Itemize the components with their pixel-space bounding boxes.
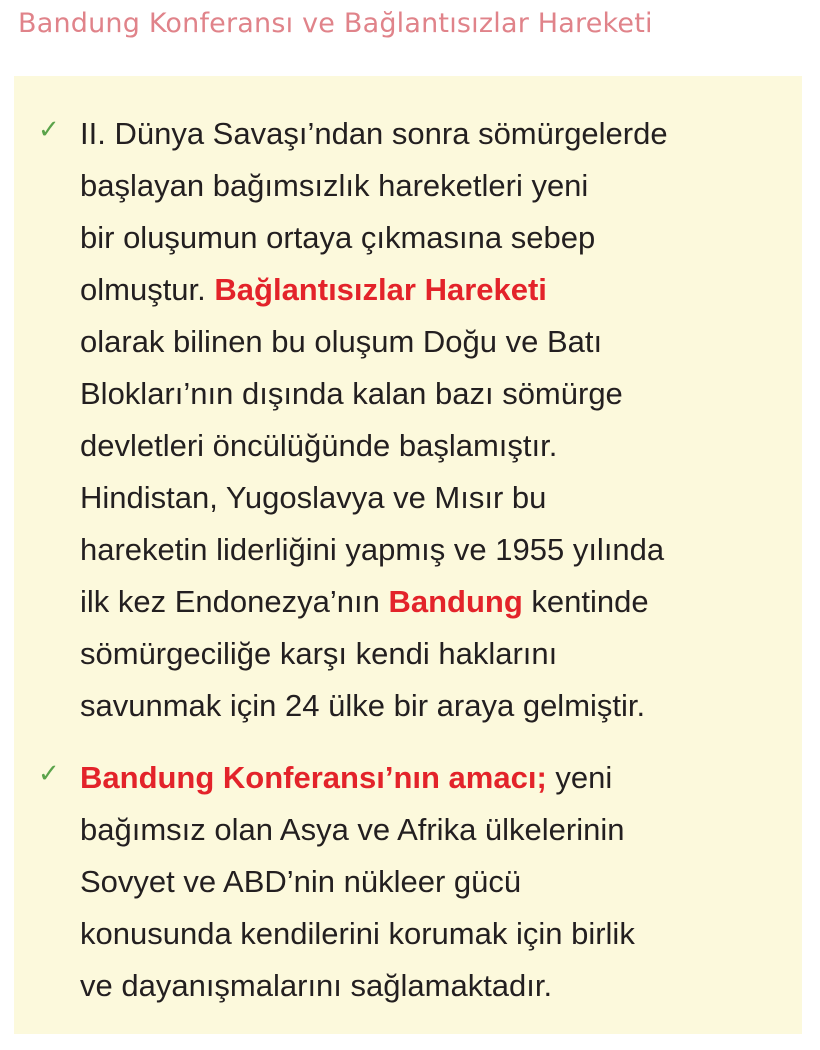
text-line: Sovyet ve ABD’nin nükleer gücü: [80, 864, 522, 899]
text-line: bağımsız olan Asya ve Afrika ülkelerinin: [80, 812, 625, 847]
text-line: [80, 576, 668, 628]
page-title: Bandung Konferansı ve Bağlantısızlar Hareketi: [18, 8, 653, 39]
text-line: ve dayanışmalarını sağlamaktadır.: [80, 968, 553, 1003]
highlighted-term: Bağlantısızlar Hareketi: [214, 272, 547, 307]
check-icon: ✓: [38, 759, 60, 789]
text-segment: kentinde: [522, 584, 649, 619]
text-line: devletleri öncülüğünde başlamıştır.: [80, 428, 558, 463]
text-line: konusunda kendilerini korumak için birlik: [80, 916, 635, 951]
text-line: II. Dünya Savaşı’ndan sonra sömürgelerde: [80, 116, 668, 151]
content-box: [14, 76, 802, 1034]
highlighted-term: Bandung Konferansı’nın amacı;: [80, 760, 547, 795]
text-line: [80, 264, 668, 316]
check-icon: ✓: [38, 115, 60, 145]
bullet-text: [80, 752, 635, 1012]
text-line: sömürgeciliğe karşı kendi haklarını: [80, 636, 558, 671]
text-line: Hindistan, Yugoslavya ve Mısır bu: [80, 480, 547, 515]
text-line: olarak bilinen bu oluşum Doğu ve Batı: [80, 324, 603, 359]
text-segment: olmuştur.: [80, 272, 215, 307]
text-line: Blokları’nın dışında kalan bazı sömürge: [80, 376, 623, 411]
text-line: başlayan bağımsızlık hareketleri yeni: [80, 168, 589, 203]
text-segment: yeni: [546, 760, 613, 795]
bullet-text: [80, 108, 668, 732]
text-line: savunmak için 24 ülke bir araya gelmiştir.: [80, 688, 646, 723]
text-line: hareketin liderliğini yapmış ve 1955 yılında: [80, 532, 665, 567]
text-line: bir oluşumun ortaya çıkmasına sebep: [80, 220, 596, 255]
highlighted-term: Bandung: [388, 584, 523, 619]
text-segment: ilk kez Endonezya’nın: [80, 584, 389, 619]
text-line: [80, 752, 635, 804]
